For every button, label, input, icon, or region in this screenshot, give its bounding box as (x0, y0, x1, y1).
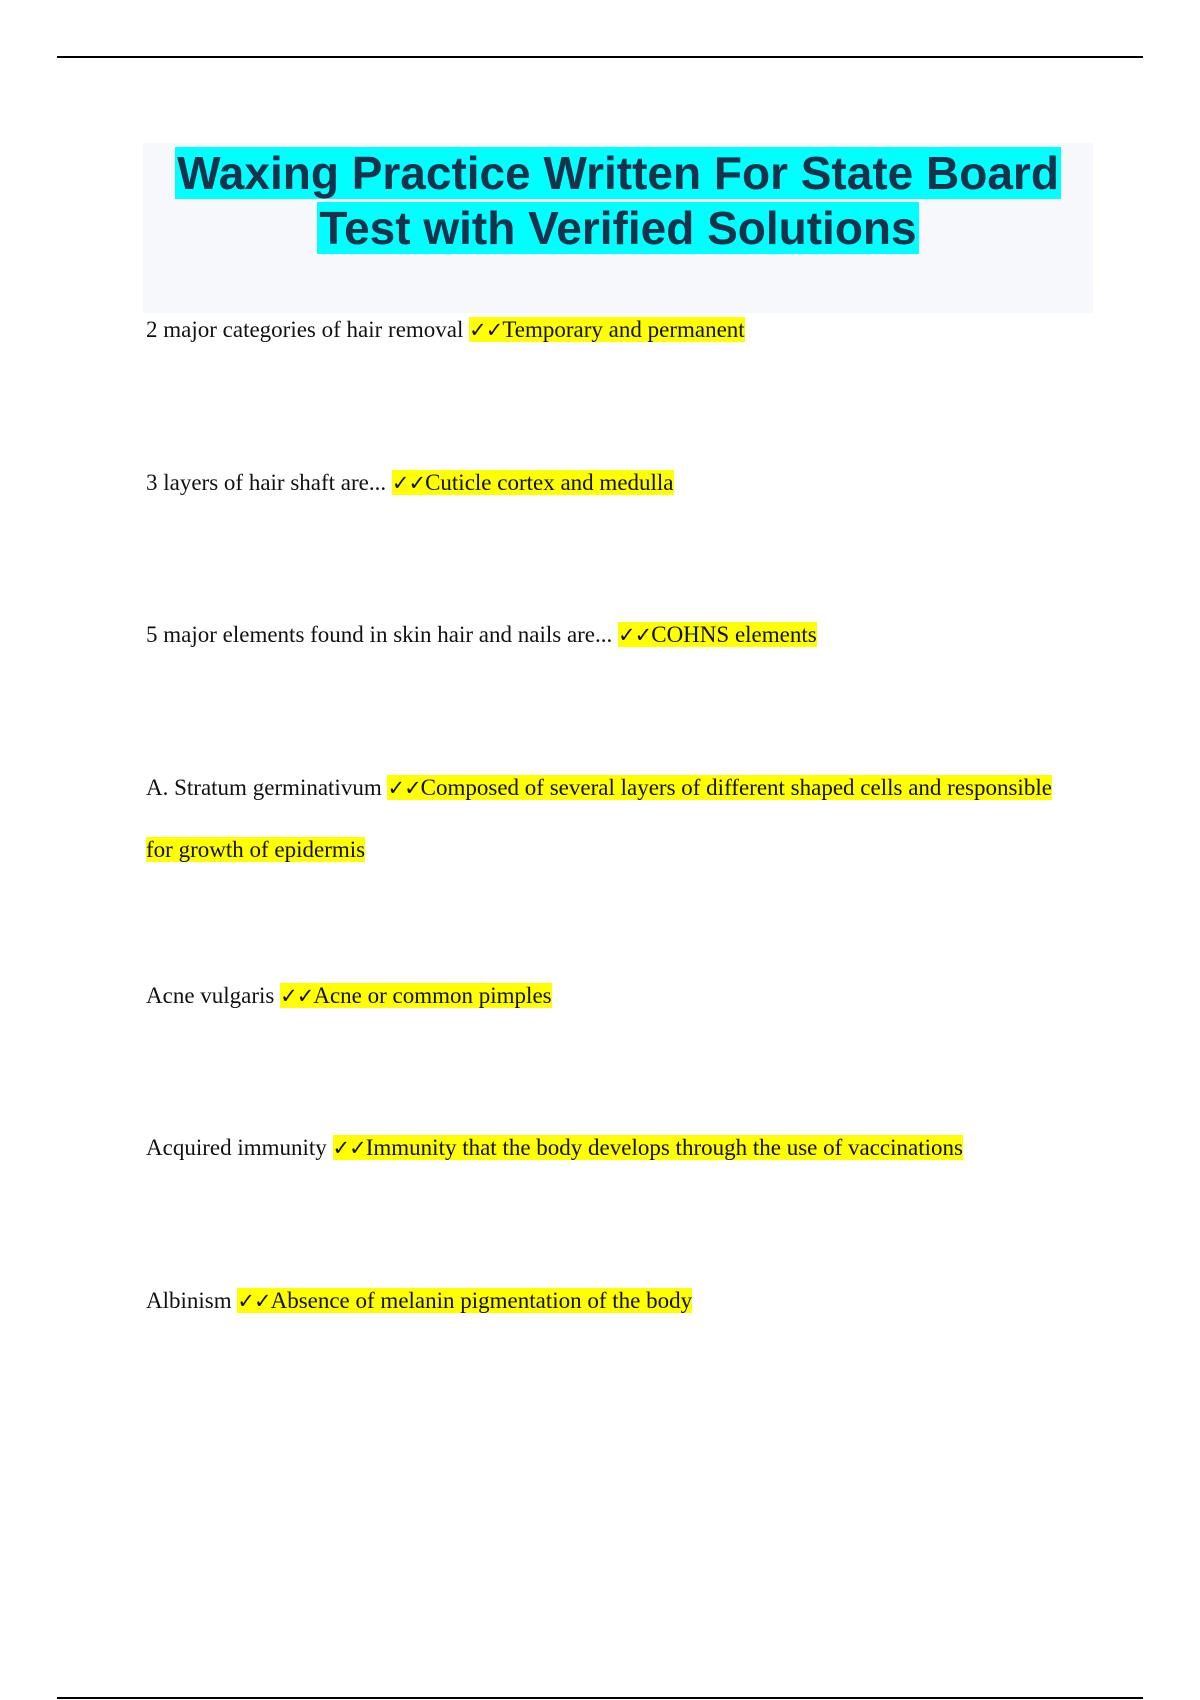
qa-item (146, 452, 1066, 514)
bottom-rule (57, 1697, 1143, 1699)
qa-item (146, 604, 1066, 666)
qa-item (146, 299, 1066, 361)
qa-term: 5 major elements found in skin hair and nails are... (146, 622, 613, 647)
top-rule (57, 56, 1143, 58)
qa-item (146, 757, 1066, 880)
qa-answer: Temporary and permanent (502, 317, 745, 342)
qa-answer-highlight (280, 983, 551, 1008)
qa-term: 2 major categories of hair removal (146, 317, 464, 342)
qa-term: 3 layers of hair shaft are... (146, 470, 387, 495)
qa-term: Acne vulgaris (146, 983, 275, 1008)
qa-answer-highlight (469, 317, 745, 342)
check-marks-icon: ✓✓ (618, 623, 652, 647)
check-marks-icon: ✓✓ (237, 1289, 271, 1313)
qa-answer-highlight (392, 470, 674, 495)
qa-item (146, 965, 1066, 1027)
qa-answer-highlight (618, 622, 817, 647)
qa-answer-highlight (333, 1135, 963, 1160)
title-line-2: Test with Verified Solutions (319, 202, 917, 254)
title-block (143, 143, 1093, 313)
qa-answer: Cuticle cortex and medulla (425, 470, 674, 495)
check-marks-icon: ✓✓ (469, 318, 503, 342)
qa-answer-highlight (237, 1288, 692, 1313)
check-marks-icon: ✓✓ (332, 1136, 366, 1160)
title-line-1: Waxing Practice Written For State Board (177, 147, 1059, 199)
qa-answer: COHNS elements (651, 622, 817, 647)
qa-term: Albinism (146, 1288, 232, 1313)
qa-answer: Absence of melanin pigmentation of the body (270, 1288, 693, 1313)
qa-term: Acquired immunity (146, 1135, 327, 1160)
check-marks-icon: ✓✓ (387, 776, 421, 800)
qa-term: A. Stratum germinativum (146, 775, 382, 800)
document-title (143, 143, 1093, 256)
check-marks-icon: ✓✓ (280, 984, 314, 1008)
check-marks-icon: ✓✓ (391, 471, 426, 495)
qa-item (146, 1117, 1066, 1179)
qa-item (146, 1270, 1066, 1332)
qa-answer: Composed of several layers of different shaped cells and responsible for growth of epidermis (146, 775, 1052, 862)
qa-answer: Acne or common pimples (313, 983, 552, 1008)
qa-answer: Immunity that the body develops through the use of vaccinations (365, 1135, 963, 1160)
